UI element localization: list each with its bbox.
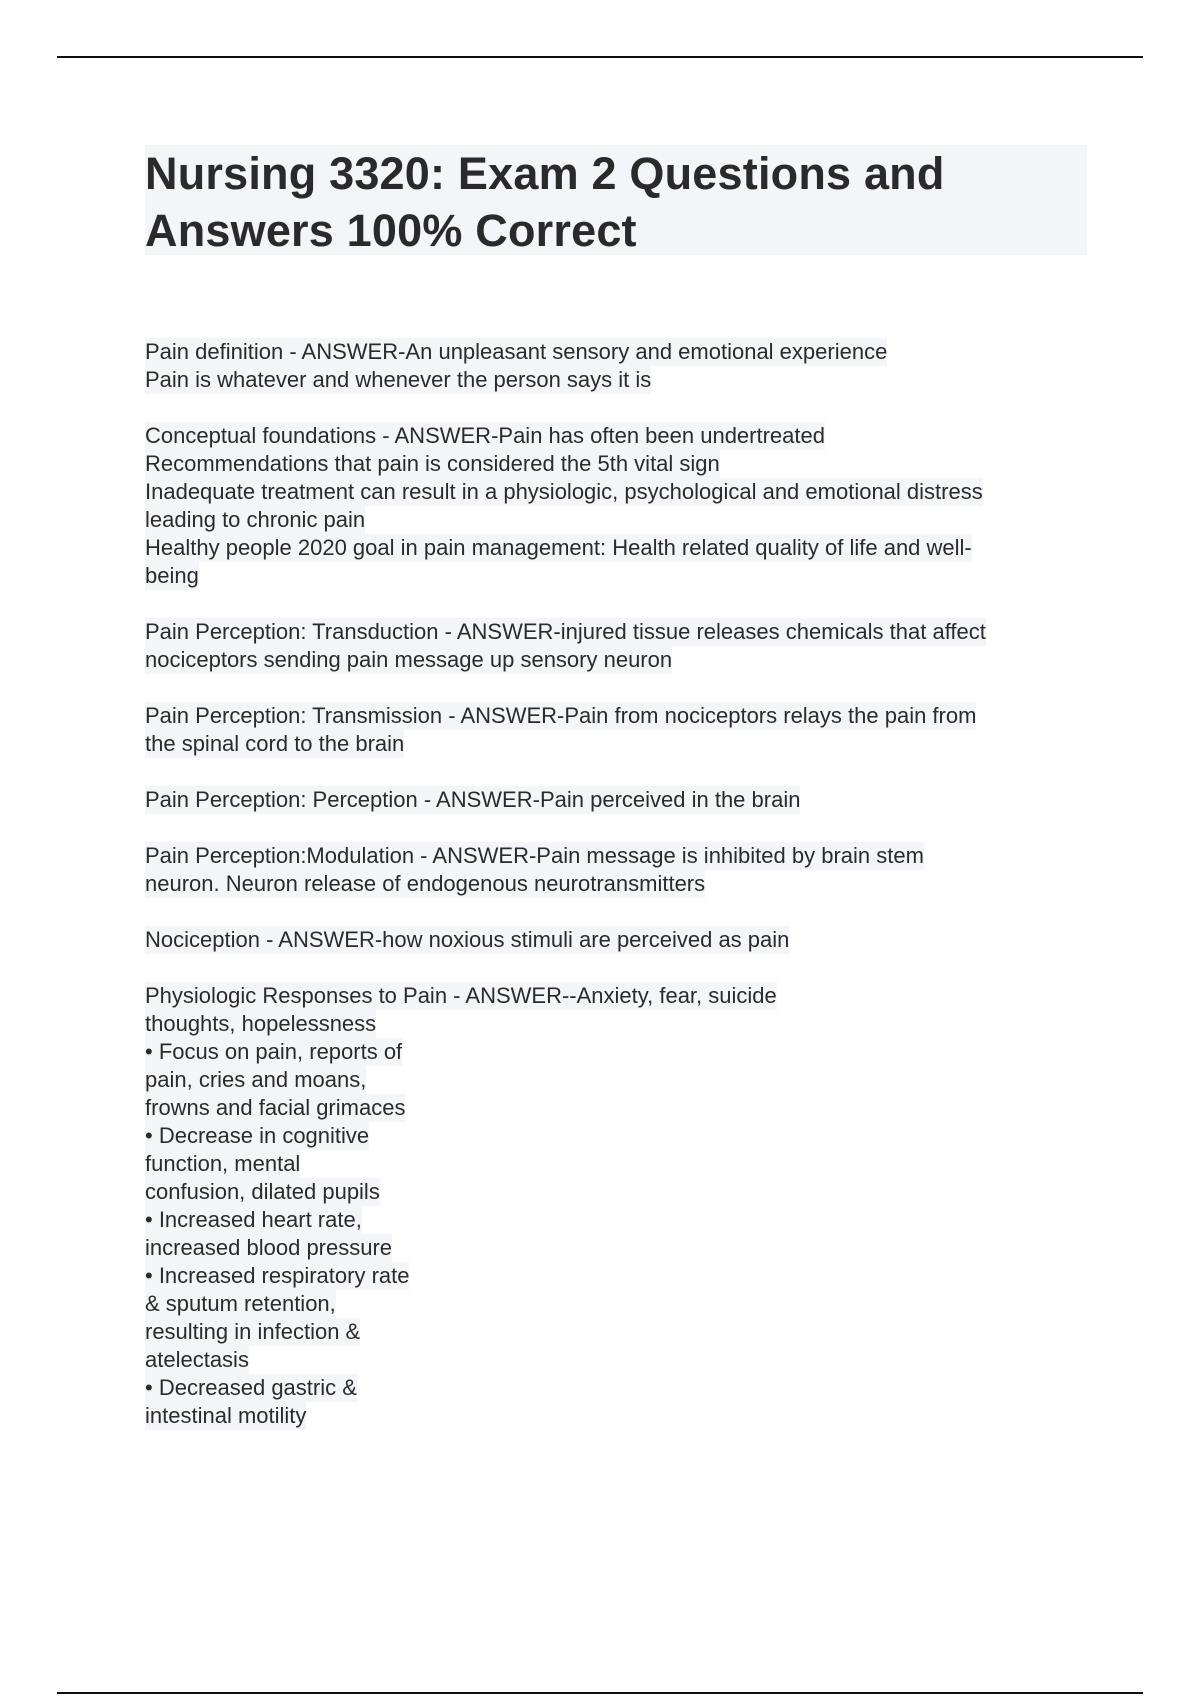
qa-line-row (145, 1150, 1085, 1178)
qa-line-row (145, 926, 1085, 954)
qa-answer-line: intestinal motility (145, 1403, 307, 1428)
qa-answer-line: pain, cries and moans, (145, 1067, 367, 1092)
qa-answer-line: leading to chronic pain (145, 507, 366, 532)
qa-answer-line: resulting in infection & (145, 1319, 361, 1344)
qa-line-row (145, 786, 1085, 814)
qa-answer-line: Inadequate treatment can result in a physiologic, psychological and emotional distress (145, 479, 983, 504)
qa-line-row (145, 618, 1085, 646)
qa-question-line: Pain Perception:Modulation - ANSWER-Pain message is inhibited by brain stem (145, 843, 924, 868)
top-rule (57, 56, 1143, 58)
qa-line-row (145, 730, 1085, 758)
qa-line-row (145, 1178, 1085, 1206)
qa-question-line: Conceptual foundations - ANSWER-Pain has often been undertreated (145, 423, 825, 448)
qa-line-row (145, 506, 1085, 534)
qa-entry (145, 338, 1085, 394)
qa-answer-line: function, mental (145, 1151, 301, 1176)
qa-line-row (145, 1066, 1085, 1094)
qa-line-row (145, 1402, 1085, 1430)
qa-line-row (145, 1206, 1085, 1234)
qa-entry (145, 786, 1085, 814)
qa-answer-line: Pain is whatever and whenever the person says it is (145, 367, 652, 392)
qa-question-line: Nociception - ANSWER-how noxious stimuli are perceived as pain (145, 927, 790, 952)
qa-line-row (145, 366, 1085, 394)
qa-answer-line: Recommendations that pain is considered the 5th vital sign (145, 451, 720, 476)
qa-answer-line: nociceptors sending pain message up sensory neuron (145, 647, 673, 672)
qa-content (145, 338, 1085, 1458)
qa-entry (145, 926, 1085, 954)
qa-line-row (145, 1038, 1085, 1066)
qa-answer-line: neuron. Neuron release of endogenous neurotransmitters (145, 871, 706, 896)
qa-answer-line: atelectasis (145, 1347, 249, 1372)
qa-line-row (145, 1094, 1085, 1122)
qa-answer-line: • Increased respiratory rate (145, 1263, 410, 1288)
qa-line-row (145, 478, 1085, 506)
qa-line-row (145, 1010, 1085, 1038)
qa-line-row (145, 1318, 1085, 1346)
qa-line-row (145, 1262, 1085, 1290)
qa-entry (145, 842, 1085, 898)
qa-answer-line: • Focus on pain, reports of (145, 1039, 403, 1064)
qa-line-row (145, 842, 1085, 870)
qa-line-row (145, 450, 1085, 478)
qa-line-row (145, 422, 1085, 450)
bottom-rule (57, 1692, 1143, 1694)
title-block (145, 145, 1087, 255)
page-title (145, 145, 1087, 259)
qa-question-line: Pain Perception: Transmission - ANSWER-Pain from nociceptors relays the pain from (145, 703, 977, 728)
title-line-1: Nursing 3320: Exam 2 Questions and (145, 148, 945, 199)
qa-line-row (145, 1290, 1085, 1318)
qa-answer-line: • Decrease in cognitive (145, 1123, 370, 1148)
qa-question-line: Pain Perception: Transduction - ANSWER-injured tissue releases chemicals that affect (145, 619, 986, 644)
qa-answer-line: & sputum retention, (145, 1291, 336, 1316)
qa-line-row (145, 1346, 1085, 1374)
qa-answer-line: the spinal cord to the brain (145, 731, 405, 756)
qa-answer-line: frowns and facial grimaces (145, 1095, 406, 1120)
qa-line-row (145, 870, 1085, 898)
qa-question-line: Physiologic Responses to Pain - ANSWER--Anxiety, fear, suicide (145, 983, 777, 1008)
title-line-2: Answers 100% Correct (145, 205, 637, 256)
qa-line-row (145, 1234, 1085, 1262)
qa-answer-line: being (145, 563, 199, 588)
qa-line-row (145, 1374, 1085, 1402)
qa-entry (145, 982, 1085, 1430)
qa-answer-line: increased blood pressure (145, 1235, 393, 1260)
qa-answer-line: • Decreased gastric & (145, 1375, 357, 1400)
qa-line-row (145, 1122, 1085, 1150)
qa-question-line: Pain definition - ANSWER-An unpleasant sensory and emotional experience (145, 339, 888, 364)
qa-answer-line: confusion, dilated pupils (145, 1179, 380, 1204)
qa-line-row (145, 982, 1085, 1010)
qa-line-row (145, 562, 1085, 590)
qa-answer-line: thoughts, hopelessness (145, 1011, 377, 1036)
qa-answer-line: • Increased heart rate, (145, 1207, 362, 1232)
qa-line-row (145, 534, 1085, 562)
qa-line-row (145, 702, 1085, 730)
qa-entry (145, 618, 1085, 674)
qa-line-row (145, 338, 1085, 366)
qa-entry (145, 702, 1085, 758)
qa-line-row (145, 646, 1085, 674)
qa-entry (145, 422, 1085, 590)
qa-question-line: Pain Perception: Perception - ANSWER-Pain perceived in the brain (145, 787, 801, 812)
qa-answer-line: Healthy people 2020 goal in pain management: Health related quality of life and well- (145, 535, 972, 560)
